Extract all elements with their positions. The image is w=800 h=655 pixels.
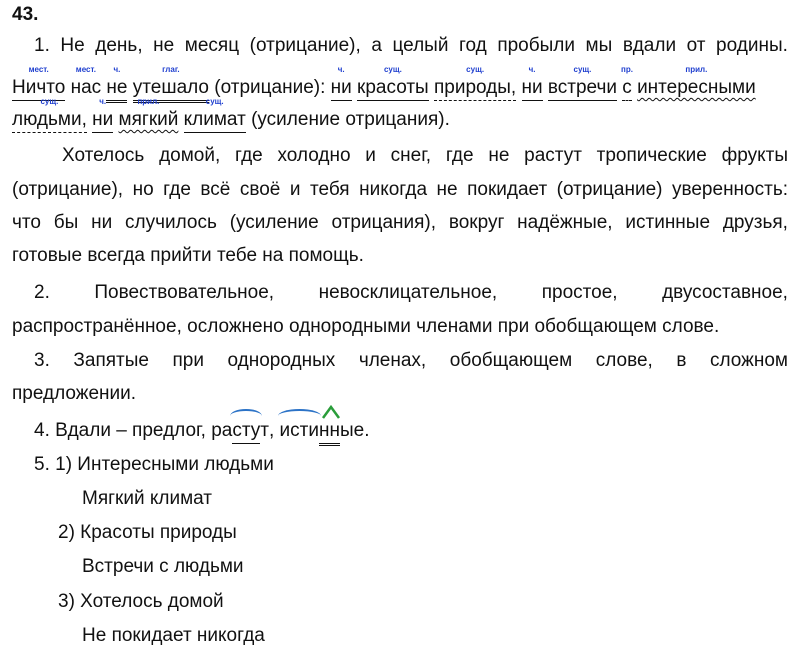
root-arc-mark	[278, 409, 321, 423]
p1b-line3	[12, 211, 788, 235]
word-text: встречи	[547, 77, 617, 98]
word: день,	[95, 35, 143, 56]
word: Хотелось	[62, 145, 145, 166]
word: растут	[524, 145, 582, 166]
p3-line2: предложении.	[12, 383, 137, 404]
p2-line1	[34, 281, 788, 305]
word-part: нн	[318, 420, 340, 441]
root-morpheme	[280, 419, 319, 443]
word: не	[488, 145, 510, 166]
pos-tag: сущ.	[40, 97, 59, 106]
word: тебя	[309, 179, 350, 200]
word: год	[459, 35, 487, 56]
word-part: ые.	[339, 420, 370, 441]
word-text: интересными	[637, 77, 756, 98]
pos-tag: сущ.	[383, 65, 402, 74]
word: никогда	[359, 179, 428, 200]
word: бы	[53, 212, 79, 233]
word: (усиление отрицания).	[251, 109, 450, 130]
word-krasoty	[357, 65, 429, 101]
word: Повествовательное,	[94, 282, 275, 303]
word-s	[621, 65, 634, 101]
word: уверенность:	[671, 179, 788, 200]
word: тропические	[596, 145, 707, 166]
pos-tag: прил.	[685, 65, 708, 74]
word: (отрицание),	[249, 35, 361, 56]
p4-text: ,	[268, 420, 280, 441]
word: целый	[392, 35, 449, 56]
word-part: т	[260, 420, 269, 441]
word: невосклицательное,	[318, 282, 498, 303]
word: от	[686, 35, 706, 56]
word: случилось	[125, 212, 217, 233]
word: снег,	[390, 145, 432, 166]
suffix-mark	[319, 405, 343, 419]
pos-tag: сущ.	[205, 97, 224, 106]
word-nas	[70, 65, 102, 100]
word-text: ни	[521, 77, 543, 98]
p1b-line4: готовые всегда прийти тебе на помощь.	[12, 245, 364, 266]
exercise-number: 43.	[12, 4, 39, 25]
pos-tag: ч.	[528, 65, 536, 74]
word-vstrechi	[547, 65, 617, 101]
word: членах,	[358, 350, 427, 371]
word: не	[436, 179, 458, 200]
pos-tag: сущ.	[466, 65, 485, 74]
word: фрукты	[721, 145, 788, 166]
word: (отрицание):	[214, 77, 326, 98]
word: и	[365, 145, 376, 166]
pos-tag: пр.	[621, 65, 634, 74]
p5-line4: Встречи с людьми	[82, 556, 244, 577]
word-part: ра	[211, 420, 233, 441]
word: простое,	[541, 282, 618, 303]
word-ni	[92, 97, 114, 133]
word: но	[132, 179, 154, 200]
word: 3.	[34, 350, 50, 371]
word: друзья,	[722, 212, 788, 233]
word: отрицания),	[331, 212, 437, 233]
word-part: сту	[232, 420, 261, 441]
word: покидает	[467, 179, 548, 200]
word-text: ни	[330, 77, 352, 98]
word: истинные	[625, 212, 711, 233]
p5-line5: 3) Хотелось домой	[58, 591, 224, 612]
p2-line2: распространённое, осложнено однородными членами при обобщающем слове.	[12, 316, 720, 337]
word-text: природы,	[434, 77, 517, 98]
word-text: людьми,	[12, 109, 87, 130]
word: где	[163, 179, 191, 200]
word-text: климат	[183, 109, 246, 130]
pos-tag: ч.	[99, 97, 107, 106]
word: а	[371, 35, 382, 56]
word-lyudmi	[12, 97, 87, 133]
word: Запятые	[73, 350, 149, 371]
word-klimat	[183, 97, 246, 133]
word: домой,	[159, 145, 221, 166]
word: однородных	[227, 350, 336, 371]
p3-line1	[34, 349, 788, 373]
word: сложном	[709, 350, 788, 371]
word-text: утешало	[132, 77, 209, 98]
p5-line1: 5. 1) Интересными людьми	[34, 454, 274, 475]
pos-tag: сущ.	[573, 65, 592, 74]
word: (усиление	[229, 212, 319, 233]
word-text: Ничто	[12, 77, 66, 98]
root-morpheme	[232, 419, 260, 444]
word: (отрицание),	[12, 179, 124, 200]
pos-tag: глаг.	[162, 65, 180, 74]
word: что	[12, 212, 41, 233]
word: и	[289, 179, 301, 200]
p5-line6: Не покидает никогда	[82, 625, 265, 646]
suffix-morpheme	[319, 419, 340, 446]
word-myagkiy	[118, 97, 179, 132]
pos-tag: мест.	[75, 65, 96, 74]
word: (отрицание)	[556, 179, 663, 200]
word-rastut	[211, 419, 269, 444]
word: мы	[585, 35, 613, 56]
word: пробыли	[497, 35, 575, 56]
word-text: не	[106, 77, 128, 98]
word-text: с	[622, 77, 632, 98]
p4-text: 4. Вдали – предлог,	[34, 420, 212, 441]
word: 1.	[34, 35, 50, 56]
word-text: ни	[92, 109, 114, 130]
pos-tag: мест.	[28, 65, 49, 74]
word: всё	[200, 179, 231, 200]
word-prirody	[434, 65, 517, 101]
p1-line1	[34, 34, 788, 58]
word-text: нас	[70, 77, 102, 98]
pos-tag: прил.	[137, 97, 160, 106]
pos-tag: ч.	[337, 65, 345, 74]
root-arc-mark	[230, 409, 262, 423]
word: при	[172, 350, 204, 371]
word-ni	[521, 65, 543, 101]
word: месяц	[184, 35, 240, 56]
word: где	[235, 145, 263, 166]
word: родины.	[716, 35, 788, 56]
word-ne	[106, 65, 128, 103]
word: Не	[60, 35, 85, 56]
word: в	[676, 350, 687, 371]
word: своё	[239, 179, 281, 200]
p4-line	[34, 419, 788, 446]
word: слове,	[595, 350, 653, 371]
word: 2.	[34, 282, 50, 303]
word: вдали	[622, 35, 677, 56]
word: двусоставное,	[662, 282, 788, 303]
word: ни	[91, 212, 113, 233]
word-text: красоты	[357, 77, 429, 98]
word-part: исти	[279, 420, 319, 441]
word-ni	[330, 65, 352, 101]
p1b-line2	[12, 178, 788, 202]
p1b-line1	[62, 144, 788, 168]
p1-line3	[12, 97, 788, 133]
word: вокруг	[448, 212, 505, 233]
p5-line3: 2) Красоты природы	[58, 522, 237, 543]
p1-line2	[12, 65, 788, 103]
word-interesnymi	[637, 65, 756, 100]
word: надёжные,	[517, 212, 613, 233]
p5-line2: Мягкий климат	[82, 488, 213, 509]
word: обобщающем	[449, 350, 573, 371]
word-istinnye	[280, 419, 370, 446]
word-text: мягкий	[118, 109, 179, 130]
word: не	[153, 35, 175, 56]
word: где	[445, 145, 474, 166]
pos-tag: ч.	[113, 65, 121, 74]
word: холодно	[277, 145, 351, 166]
